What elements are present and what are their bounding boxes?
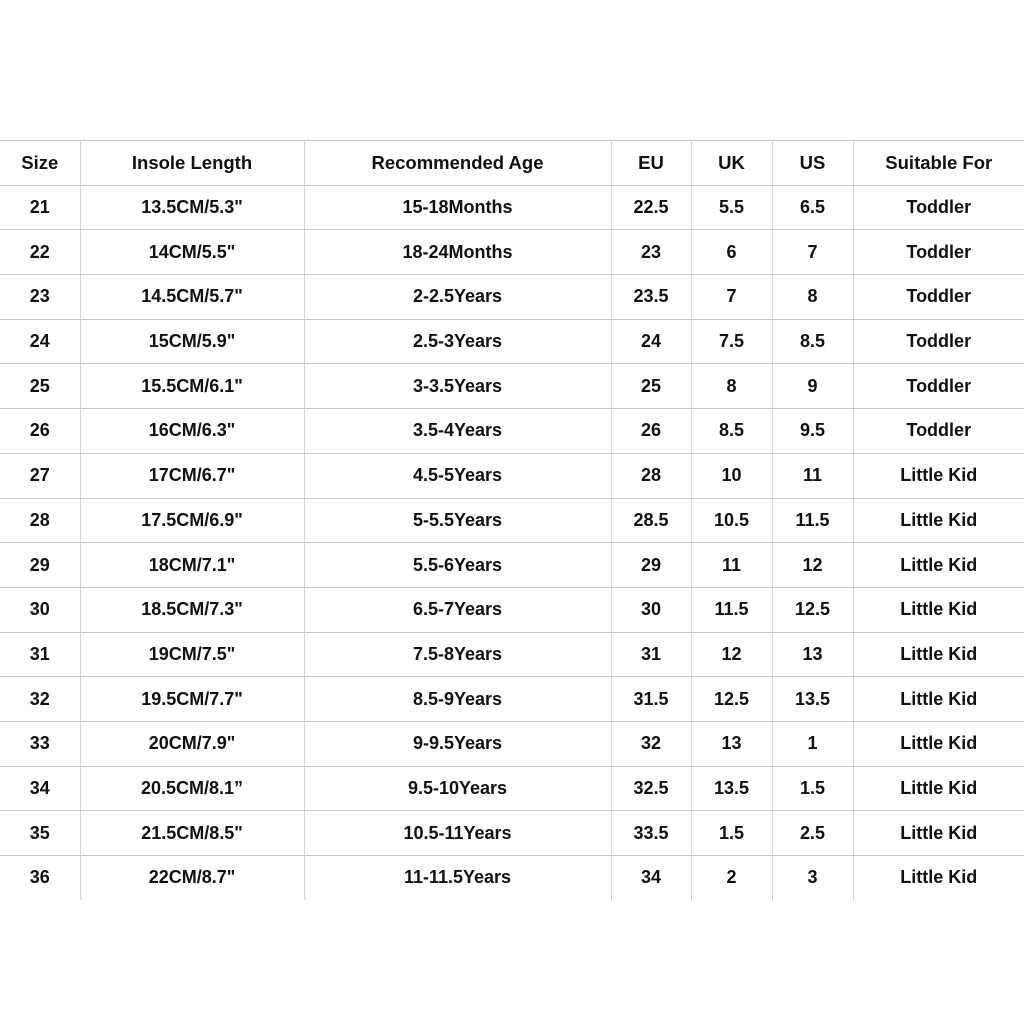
header-size: Size bbox=[0, 141, 80, 186]
cell-size: 21 bbox=[0, 185, 80, 230]
cell-us: 11.5 bbox=[772, 498, 853, 543]
cell-insole-length: 18CM/7.1" bbox=[80, 543, 304, 588]
table-row bbox=[0, 856, 1024, 900]
cell-uk: 7 bbox=[691, 275, 772, 320]
cell-insole-length: 15.5CM/6.1" bbox=[80, 364, 304, 409]
cell-suitable-for: Toddler bbox=[853, 319, 1024, 364]
cell-us: 13.5 bbox=[772, 677, 853, 722]
cell-uk: 8 bbox=[691, 364, 772, 409]
cell-recommended-age: 18-24Months bbox=[304, 230, 611, 275]
cell-uk: 12 bbox=[691, 632, 772, 677]
cell-us: 8.5 bbox=[772, 319, 853, 364]
cell-us: 7 bbox=[772, 230, 853, 275]
table-row bbox=[0, 275, 1024, 320]
cell-size: 35 bbox=[0, 811, 80, 856]
cell-size: 29 bbox=[0, 543, 80, 588]
cell-size: 25 bbox=[0, 364, 80, 409]
cell-us: 2.5 bbox=[772, 811, 853, 856]
cell-suitable-for: Toddler bbox=[853, 275, 1024, 320]
cell-eu: 23.5 bbox=[611, 275, 691, 320]
cell-recommended-age: 8.5-9Years bbox=[304, 677, 611, 722]
cell-size: 28 bbox=[0, 498, 80, 543]
header-recommended-age: Recommended Age bbox=[304, 141, 611, 186]
table-row bbox=[0, 543, 1024, 588]
cell-uk: 13.5 bbox=[691, 766, 772, 811]
cell-recommended-age: 4.5-5Years bbox=[304, 453, 611, 498]
cell-insole-length: 18.5CM/7.3" bbox=[80, 587, 304, 632]
cell-eu: 26 bbox=[611, 409, 691, 454]
cell-us: 8 bbox=[772, 275, 853, 320]
cell-suitable-for: Little Kid bbox=[853, 721, 1024, 766]
cell-uk: 1.5 bbox=[691, 811, 772, 856]
header-eu: EU bbox=[611, 141, 691, 186]
cell-recommended-age: 9.5-10Years bbox=[304, 766, 611, 811]
cell-size: 36 bbox=[29, 867, 50, 888]
cell-size: 32 bbox=[0, 677, 80, 722]
cell-recommended-age: 9-9.5Years bbox=[304, 721, 611, 766]
cell-size: 27 bbox=[0, 453, 80, 498]
cell-uk: 10 bbox=[691, 453, 772, 498]
cell-suitable-for: Little Kid bbox=[853, 766, 1024, 811]
cell-size: 24 bbox=[0, 319, 80, 364]
table-row bbox=[0, 587, 1024, 632]
cell-recommended-age: 5-5.5Years bbox=[304, 498, 611, 543]
cell-insole-length: 21.5CM/8.5" bbox=[80, 811, 304, 856]
cell-uk: 11 bbox=[691, 543, 772, 588]
cell-eu: 24 bbox=[611, 319, 691, 364]
cell-us: 9.5 bbox=[772, 409, 853, 454]
cell-suitable-for: Little Kid bbox=[853, 632, 1024, 677]
cell-suitable-for: Little Kid bbox=[853, 543, 1024, 588]
cell-suitable-for: Toddler bbox=[853, 364, 1024, 409]
cell-recommended-age: 2.5-3Years bbox=[304, 319, 611, 364]
cell-suitable-for: Little Kid bbox=[853, 587, 1024, 632]
cell-size: 30 bbox=[0, 587, 80, 632]
cell-insole-length: 22CM/8.7" bbox=[80, 856, 304, 900]
cell-uk: 12.5 bbox=[691, 677, 772, 722]
cell-suitable-for: Little Kid bbox=[853, 453, 1024, 498]
cell-insole-length: 17.5CM/6.9" bbox=[80, 498, 304, 543]
cell-eu: 31 bbox=[611, 632, 691, 677]
cell-eu: 28.5 bbox=[611, 498, 691, 543]
cell-us: 12.5 bbox=[772, 587, 853, 632]
cell-suitable-for: Toddler bbox=[853, 409, 1024, 454]
header-row bbox=[0, 141, 1024, 186]
cell-suitable-for: Little Kid bbox=[853, 498, 1024, 543]
cell-size: 31 bbox=[0, 632, 80, 677]
size-chart-table bbox=[0, 140, 1024, 900]
header-suitable-for: Suitable For bbox=[853, 141, 1024, 186]
table-row bbox=[0, 498, 1024, 543]
cell-us: 1 bbox=[772, 721, 853, 766]
cell-us: 12 bbox=[772, 543, 853, 588]
table-row bbox=[0, 677, 1024, 722]
cell-recommended-age: 2-2.5Years bbox=[304, 275, 611, 320]
table-row bbox=[0, 453, 1024, 498]
table-row bbox=[0, 409, 1024, 454]
cell-suitable-for: Little Kid bbox=[853, 811, 1024, 856]
cell-eu: 32 bbox=[611, 721, 691, 766]
cell-eu: 34 bbox=[611, 856, 691, 900]
cell-us: 9 bbox=[772, 364, 853, 409]
cell-us: 13 bbox=[772, 632, 853, 677]
table-row bbox=[0, 185, 1024, 230]
cell-recommended-age: 10.5-11Years bbox=[304, 811, 611, 856]
cell-us: 1.5 bbox=[772, 766, 853, 811]
cell-insole-length: 15CM/5.9" bbox=[80, 319, 304, 364]
table-row bbox=[0, 721, 1024, 766]
table-row bbox=[0, 766, 1024, 811]
cell-suitable-for: Little Kid bbox=[853, 856, 1024, 900]
cell-recommended-age: 6.5-7Years bbox=[304, 587, 611, 632]
cell-us: 6.5 bbox=[772, 185, 853, 230]
cell-insole-length: 19.5CM/7.7" bbox=[80, 677, 304, 722]
cell-uk: 7.5 bbox=[691, 319, 772, 364]
cell-suitable-for: Toddler bbox=[853, 185, 1024, 230]
cell-insole-length: 16CM/6.3" bbox=[80, 409, 304, 454]
table-body bbox=[0, 185, 1024, 900]
cell-eu: 31.5 bbox=[611, 677, 691, 722]
cell-insole-length: 17CM/6.7" bbox=[80, 453, 304, 498]
cell-size: 33 bbox=[0, 721, 80, 766]
cell-insole-length: 14CM/5.5" bbox=[80, 230, 304, 275]
cell-size: 23 bbox=[0, 275, 80, 320]
table-row bbox=[0, 632, 1024, 677]
cell-uk: 10.5 bbox=[691, 498, 772, 543]
cell-uk: 5.5 bbox=[691, 185, 772, 230]
cell-insole-length: 13.5CM/5.3" bbox=[80, 185, 304, 230]
cell-eu: 25 bbox=[611, 364, 691, 409]
cell-eu: 33.5 bbox=[611, 811, 691, 856]
cell-eu: 23 bbox=[611, 230, 691, 275]
cell-uk: 13 bbox=[691, 721, 772, 766]
cell-suitable-for: Little Kid bbox=[853, 677, 1024, 722]
cell-us: 11 bbox=[772, 453, 853, 498]
table-row bbox=[0, 230, 1024, 275]
cell-recommended-age: 11-11.5Years bbox=[304, 856, 611, 900]
cell-suitable-for: Toddler bbox=[853, 230, 1024, 275]
cell-uk: 11.5 bbox=[691, 587, 772, 632]
cell-size: 34 bbox=[0, 766, 80, 811]
cell-uk: 2 bbox=[691, 856, 772, 900]
cell-recommended-age: 15-18Months bbox=[304, 185, 611, 230]
cell-us: 3 bbox=[772, 856, 853, 900]
cell-recommended-age: 7.5-8Years bbox=[304, 632, 611, 677]
cell-eu: 32.5 bbox=[611, 766, 691, 811]
header-insole-length: Insole Length bbox=[80, 141, 304, 186]
cell-eu: 29 bbox=[611, 543, 691, 588]
table-row bbox=[0, 811, 1024, 856]
cell-uk: 8.5 bbox=[691, 409, 772, 454]
cell-insole-length: 14.5CM/5.7" bbox=[80, 275, 304, 320]
cell-recommended-age: 3-3.5Years bbox=[304, 364, 611, 409]
cell-eu: 22.5 bbox=[611, 185, 691, 230]
cell-uk: 6 bbox=[691, 230, 772, 275]
cell-recommended-age: 3.5-4Years bbox=[304, 409, 611, 454]
table-row bbox=[0, 364, 1024, 409]
cell-insole-length: 20.5CM/8.1” bbox=[80, 766, 304, 811]
table-row bbox=[0, 319, 1024, 364]
header-us: US bbox=[772, 141, 853, 186]
cell-recommended-age: 5.5-6Years bbox=[304, 543, 611, 588]
header-uk: UK bbox=[691, 141, 772, 186]
cell-eu: 28 bbox=[611, 453, 691, 498]
cell-size: 26 bbox=[0, 409, 80, 454]
cell-insole-length: 20CM/7.9" bbox=[80, 721, 304, 766]
cell-insole-length: 19CM/7.5" bbox=[80, 632, 304, 677]
cell-size: 22 bbox=[0, 230, 80, 275]
cell-eu: 30 bbox=[611, 587, 691, 632]
